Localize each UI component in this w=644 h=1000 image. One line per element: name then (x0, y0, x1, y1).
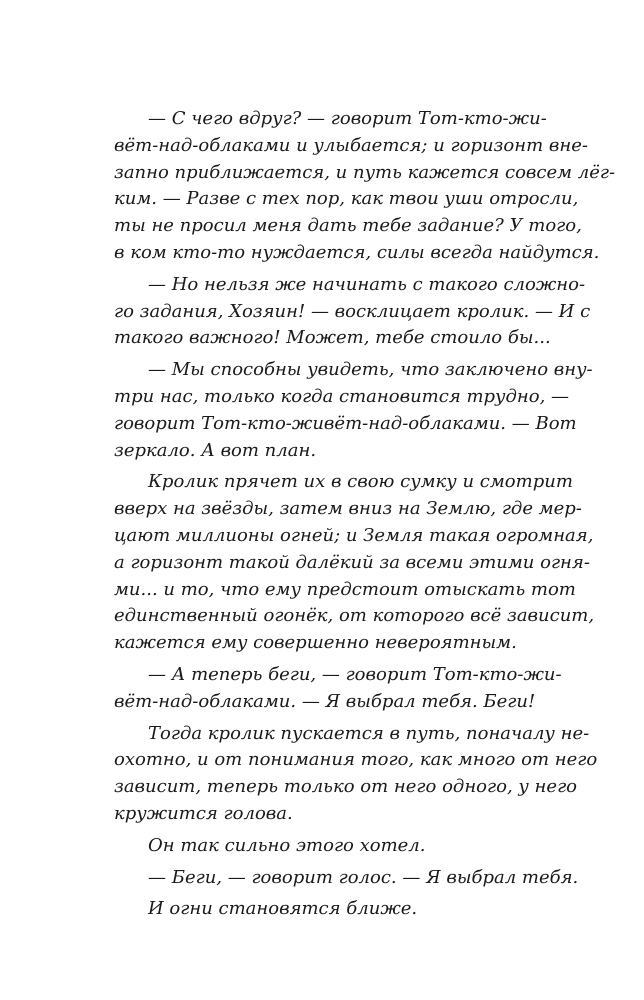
text-line: зависит, теперь только от него одного, у него (114, 776, 577, 798)
text-line: а горизонт такой далёкий за всеми этими огня- (114, 551, 590, 573)
text-line: говорит Тот-кто-живёт-над-облаками. — Вот (114, 412, 577, 434)
text-line: зеркало. А вот план. (114, 439, 317, 461)
text-line: такого важного! Может, тебе стоило бы... (114, 327, 551, 349)
text-line: три нас, только когда становится трудно, — (114, 385, 570, 407)
text-line: го задания, Хозяин! — восклицает кролик. — И с (114, 300, 591, 322)
text-line: — Но нельзя же начинать с такого сложно- (148, 273, 586, 295)
text-line: — Беги, — говорит голос. — Я выбрал тебя. (148, 866, 579, 888)
page-text (114, 106, 616, 923)
text-line: Тогда кролик пускается в путь, поначалу не- (148, 722, 590, 744)
text-line: И огни становятся ближе. (148, 898, 418, 920)
text-line: Он так сильно этого хотел. (148, 834, 426, 856)
text-line: вёт-над-облаками и улыбается; и горизонт вне- (114, 134, 588, 156)
text-line: — С чего вдруг? — говорит Тот-кто-жи- (148, 108, 547, 129)
text-line: охотно, и от понимания того, как много от него (114, 749, 598, 771)
text-line: — А теперь беги, — говорит Тот-кто-жи- (148, 663, 562, 685)
text-line: вверх на звёзды, затем вниз на Землю, где мер- (114, 498, 582, 520)
text-line: кружится голова. (114, 802, 293, 824)
text-line: Кролик прячет их в свою сумку и смотрит (148, 471, 573, 493)
text-line: ты не просил меня дать тебе задание? У того, (114, 215, 582, 237)
text-line: цают миллионы огней; и Земля такая огромная, (114, 524, 594, 546)
text-line: — Мы способны увидеть, что заключено вну- (148, 359, 593, 381)
text-line: единственный огонёк, от которого всё зависит, (114, 605, 595, 627)
text-line: запно приближается, и путь кажется совсем лёг- (114, 161, 616, 183)
text-line: вёт-над-облаками. — Я выбрал тебя. Беги! (114, 690, 536, 712)
text-line: ми... и то, что ему предстоит отыскать тот (114, 578, 576, 600)
text-line: ким. — Разве с тех пор, как твои уши отросли, (114, 188, 579, 210)
text-line: в ком кто-то нуждается, силы всегда найдутся. (114, 241, 600, 263)
text-line: кажется ему совершенно невероятным. (114, 632, 517, 654)
